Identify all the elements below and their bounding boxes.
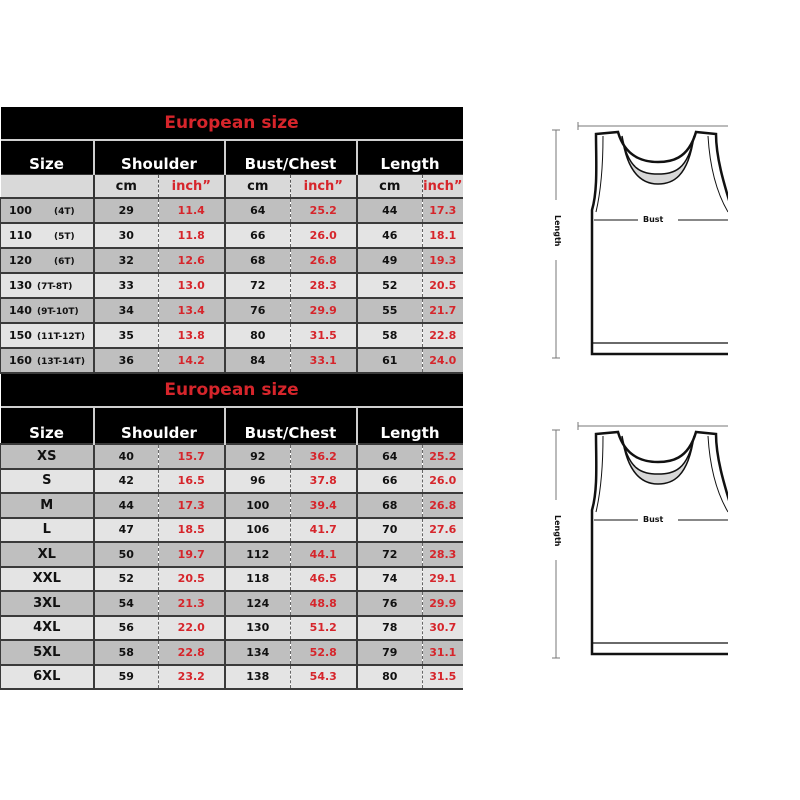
length-in-cell: 31.5 xyxy=(423,665,463,690)
length-label: Length xyxy=(553,215,562,247)
unit-cm: cm xyxy=(94,175,159,199)
shoulder-in-cell: 19.7 xyxy=(159,542,225,567)
length-cm-cell: 66 xyxy=(357,469,423,494)
bust-cm-cell: 106 xyxy=(225,518,291,543)
size-value: 100 xyxy=(9,204,32,217)
unit-cm: cm xyxy=(225,175,291,199)
length-cm-cell: 55 xyxy=(357,298,423,323)
shoulder-in-cell: 11.8 xyxy=(159,223,225,248)
size-value: 140 xyxy=(9,304,32,317)
size-cell xyxy=(1,518,94,543)
length-in-cell: 24.0 xyxy=(423,348,463,373)
length-cm-cell: 61 xyxy=(357,348,423,373)
table-row xyxy=(1,198,463,223)
shoulder-cm-cell: 29 xyxy=(94,198,159,223)
table-row xyxy=(1,348,463,373)
age-value: (11T-12T) xyxy=(36,332,85,342)
table-row xyxy=(1,323,463,348)
shoulder-in-cell: 20.5 xyxy=(159,567,225,592)
bust-in-cell: 41.7 xyxy=(291,518,357,543)
size-value: L xyxy=(42,522,51,538)
bust-in-cell: 36.2 xyxy=(291,444,357,469)
size-cell xyxy=(1,348,94,373)
shoulder-cm-cell: 52 xyxy=(94,567,159,592)
bust-label: Bust xyxy=(643,215,664,224)
shoulder-cm-cell: 59 xyxy=(94,665,159,690)
age-value: (9T-10T) xyxy=(36,307,79,317)
table-row xyxy=(1,518,463,543)
length-in-cell: 21.7 xyxy=(423,298,463,323)
chart-title: European size xyxy=(1,374,463,407)
length-in-cell: 26.8 xyxy=(423,493,463,518)
age-value: (5T) xyxy=(53,232,75,242)
size-value: XS xyxy=(37,448,57,464)
unit-inch: inch” xyxy=(291,175,357,199)
size-cell xyxy=(1,493,94,518)
shoulder-in-cell: 22.8 xyxy=(159,640,225,665)
bust-cm-cell: 80 xyxy=(225,323,291,348)
table-row xyxy=(1,616,463,641)
length-in-cell: 28.3 xyxy=(423,542,463,567)
size-value: 150 xyxy=(9,329,32,342)
shoulder-cm-cell: 50 xyxy=(94,542,159,567)
size-value: 160 xyxy=(9,354,32,367)
length-label: Length xyxy=(553,515,562,547)
length-in-cell: 29.1 xyxy=(423,567,463,592)
bust-in-cell: 31.5 xyxy=(291,323,357,348)
length-in-cell: 31.1 xyxy=(423,640,463,665)
shoulder-cm-cell: 34 xyxy=(94,298,159,323)
length-cm-cell: 58 xyxy=(357,323,423,348)
size-value: XXL xyxy=(32,571,61,587)
shoulder-cm-cell: 35 xyxy=(94,323,159,348)
length-in-cell: 29.9 xyxy=(423,591,463,616)
table-row xyxy=(1,298,463,323)
bust-in-cell: 51.2 xyxy=(291,616,357,641)
header-size: Size xyxy=(1,140,94,175)
shoulder-in-cell: 12.6 xyxy=(159,248,225,273)
kids-size-chart xyxy=(0,107,462,374)
length-in-cell: 19.3 xyxy=(423,248,463,273)
size-value: 4XL xyxy=(33,620,61,636)
size-cell xyxy=(1,665,94,690)
table-row xyxy=(1,542,463,567)
bust-cm-cell: 72 xyxy=(225,273,291,298)
length-cm-cell: 46 xyxy=(357,223,423,248)
bust-cm-cell: 96 xyxy=(225,469,291,494)
length-in-cell: 30.7 xyxy=(423,616,463,641)
shoulder-cm-cell: 47 xyxy=(94,518,159,543)
size-value: 130 xyxy=(9,279,32,292)
shoulder-cm-cell: 42 xyxy=(94,469,159,494)
size-cell xyxy=(1,640,94,665)
size-cell xyxy=(1,298,94,323)
table-row xyxy=(1,665,463,690)
length-in-cell: 18.1 xyxy=(423,223,463,248)
size-value: XL xyxy=(37,546,56,562)
adult-size-table xyxy=(0,374,463,690)
adult-size-chart xyxy=(0,374,462,690)
bust-cm-cell: 68 xyxy=(225,248,291,273)
length-cm-cell: 79 xyxy=(357,640,423,665)
length-cm-cell: 72 xyxy=(357,542,423,567)
bust-in-cell: 52.8 xyxy=(291,640,357,665)
bust-cm-cell: 92 xyxy=(225,444,291,469)
size-cell xyxy=(1,469,94,494)
shoulder-cm-cell: 30 xyxy=(94,223,159,248)
shoulder-cm-cell: 44 xyxy=(94,493,159,518)
table-row xyxy=(1,567,463,592)
length-cm-cell: 74 xyxy=(357,567,423,592)
size-cell xyxy=(1,323,94,348)
kids-size-table xyxy=(0,107,463,374)
chart-title: European size xyxy=(1,107,463,140)
header-length: Length xyxy=(357,140,463,175)
shoulder-in-cell: 21.3 xyxy=(159,591,225,616)
table-row xyxy=(1,248,463,273)
bust-cm-cell: 84 xyxy=(225,348,291,373)
table-row xyxy=(1,444,463,469)
shoulder-in-cell: 13.4 xyxy=(159,298,225,323)
bust-in-cell: 26.0 xyxy=(291,223,357,248)
header-bust: Bust/Chest xyxy=(225,140,357,175)
bust-cm-cell: 138 xyxy=(225,665,291,690)
shoulder-in-cell: 22.0 xyxy=(159,616,225,641)
size-value: 6XL xyxy=(33,669,61,685)
length-cm-cell: 44 xyxy=(357,198,423,223)
size-cell xyxy=(1,542,94,567)
tank-top-icon xyxy=(548,420,728,660)
bust-cm-cell: 130 xyxy=(225,616,291,641)
length-cm-cell: 68 xyxy=(357,493,423,518)
unit-cm: cm xyxy=(357,175,423,199)
bust-in-cell: 48.8 xyxy=(291,591,357,616)
age-value: (6T) xyxy=(53,257,75,267)
shoulder-in-cell: 11.4 xyxy=(159,198,225,223)
shoulder-in-cell: 18.5 xyxy=(159,518,225,543)
bust-cm-cell: 64 xyxy=(225,198,291,223)
shoulder-cm-cell: 58 xyxy=(94,640,159,665)
size-cell xyxy=(1,444,94,469)
length-cm-cell: 52 xyxy=(357,273,423,298)
size-cell xyxy=(1,273,94,298)
size-cell xyxy=(1,248,94,273)
table-row xyxy=(1,469,463,494)
length-cm-cell: 76 xyxy=(357,591,423,616)
shoulder-cm-cell: 32 xyxy=(94,248,159,273)
size-cell xyxy=(1,616,94,641)
bust-cm-cell: 134 xyxy=(225,640,291,665)
bust-in-cell: 26.8 xyxy=(291,248,357,273)
length-cm-cell: 64 xyxy=(357,444,423,469)
shoulder-in-cell: 17.3 xyxy=(159,493,225,518)
age-value: (13T-14T) xyxy=(36,357,85,367)
shoulder-cm-cell: 56 xyxy=(94,616,159,641)
shoulder-in-cell: 14.2 xyxy=(159,348,225,373)
table-row xyxy=(1,273,463,298)
length-in-cell: 17.3 xyxy=(423,198,463,223)
shoulder-cm-cell: 36 xyxy=(94,348,159,373)
size-value: M xyxy=(40,497,54,513)
size-cell xyxy=(1,198,94,223)
shoulder-in-cell: 23.2 xyxy=(159,665,225,690)
length-cm-cell: 78 xyxy=(357,616,423,641)
length-in-cell: 26.0 xyxy=(423,469,463,494)
age-value: (4T) xyxy=(53,207,75,217)
bust-in-cell: 28.3 xyxy=(291,273,357,298)
size-value: 3XL xyxy=(33,595,61,611)
bust-cm-cell: 118 xyxy=(225,567,291,592)
length-in-cell: 22.8 xyxy=(423,323,463,348)
length-cm-cell: 49 xyxy=(357,248,423,273)
length-cm-cell: 80 xyxy=(357,665,423,690)
bust-cm-cell: 66 xyxy=(225,223,291,248)
shoulder-cm-cell: 40 xyxy=(94,444,159,469)
bust-in-cell: 44.1 xyxy=(291,542,357,567)
header-size: Size xyxy=(1,407,94,444)
size-cell xyxy=(1,567,94,592)
table-row xyxy=(1,591,463,616)
bust-in-cell: 29.9 xyxy=(291,298,357,323)
size-value: 120 xyxy=(9,254,32,267)
unit-inch: inch” xyxy=(423,175,463,199)
shoulder-in-cell: 13.0 xyxy=(159,273,225,298)
header-shoulder: Shoulder xyxy=(94,140,225,175)
bust-in-cell: 37.8 xyxy=(291,469,357,494)
bust-in-cell: 54.3 xyxy=(291,665,357,690)
size-value: 110 xyxy=(9,229,32,242)
bust-in-cell: 46.5 xyxy=(291,567,357,592)
header-length: Length xyxy=(357,407,463,444)
age-value: (7T-8T) xyxy=(36,282,73,292)
bust-cm-cell: 76 xyxy=(225,298,291,323)
size-cell xyxy=(1,223,94,248)
length-in-cell: 20.5 xyxy=(423,273,463,298)
header-shoulder: Shoulder xyxy=(94,407,225,444)
shoulder-cm-cell: 33 xyxy=(94,273,159,298)
bust-in-cell: 39.4 xyxy=(291,493,357,518)
tank-top-icon xyxy=(548,120,728,360)
unit-inch: inch” xyxy=(159,175,225,199)
length-in-cell: 27.6 xyxy=(423,518,463,543)
size-cell xyxy=(1,591,94,616)
bust-in-cell: 25.2 xyxy=(291,198,357,223)
bust-in-cell: 33.1 xyxy=(291,348,357,373)
shoulder-in-cell: 16.5 xyxy=(159,469,225,494)
shoulder-in-cell: 13.8 xyxy=(159,323,225,348)
unit-blank xyxy=(1,175,94,199)
length-cm-cell: 70 xyxy=(357,518,423,543)
table-row xyxy=(1,223,463,248)
bust-cm-cell: 100 xyxy=(225,493,291,518)
shoulder-cm-cell: 54 xyxy=(94,591,159,616)
size-value: 5XL xyxy=(33,644,61,660)
table-row xyxy=(1,640,463,665)
bust-cm-cell: 124 xyxy=(225,591,291,616)
shoulder-in-cell: 15.7 xyxy=(159,444,225,469)
length-in-cell: 25.2 xyxy=(423,444,463,469)
size-value: S xyxy=(42,473,52,489)
bust-cm-cell: 112 xyxy=(225,542,291,567)
tank-top-diagram xyxy=(548,420,728,660)
tank-top-diagram xyxy=(548,120,728,360)
table-row xyxy=(1,493,463,518)
bust-label: Bust xyxy=(643,515,664,524)
header-bust: Bust/Chest xyxy=(225,407,357,444)
